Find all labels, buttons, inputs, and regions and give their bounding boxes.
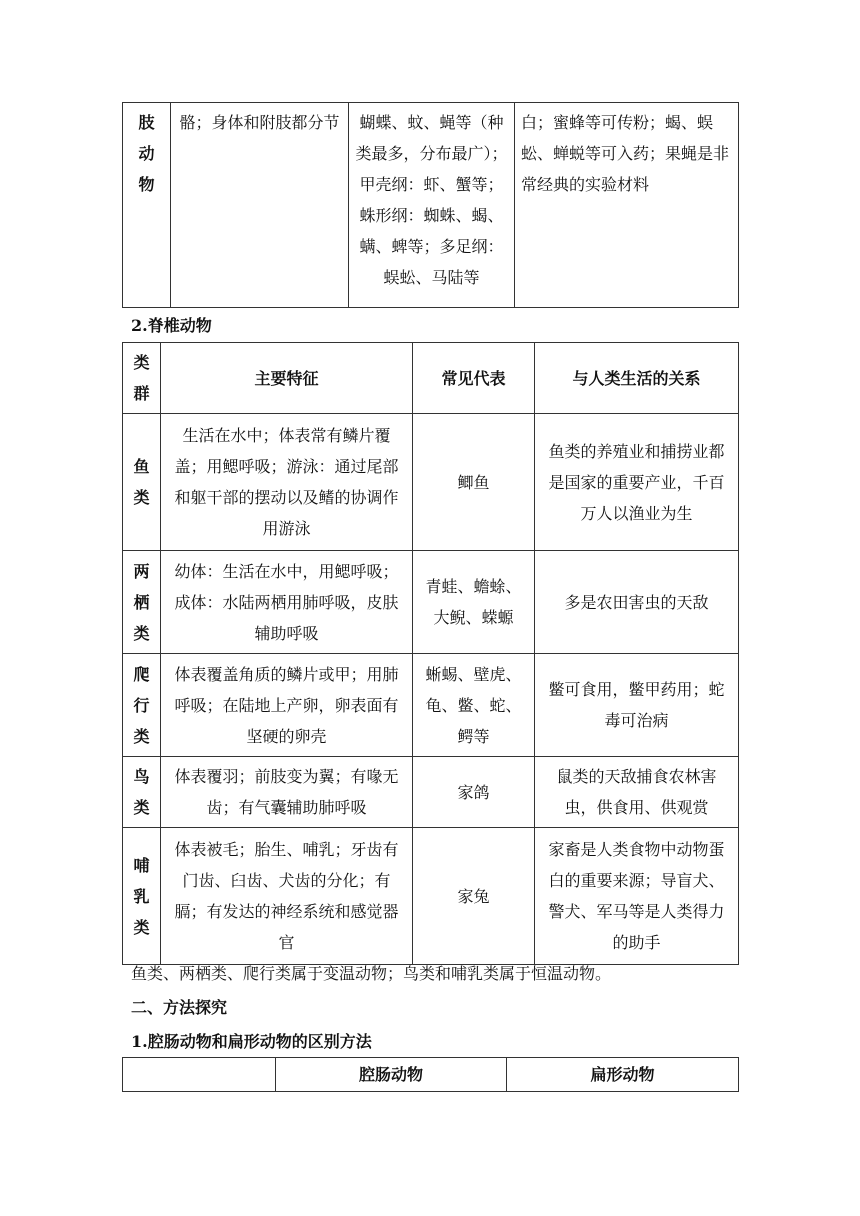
header-empty [123, 1058, 276, 1092]
feature-cell: 体表覆羽；前肢变为翼；有喙无齿；有气囊辅助肺呼吸 [161, 757, 413, 828]
category-cell: 两 栖 类 [123, 551, 161, 654]
vertebrate-table [122, 342, 739, 965]
relation-cell: 鱼类的养殖业和捕捞业都是国家的重要产业，千百万人以渔业为生 [535, 414, 739, 551]
category-cell: 鱼 类 [123, 414, 161, 551]
header-row [123, 343, 739, 414]
examples-cell: 鲫鱼 [413, 414, 535, 551]
relation-cell: 白；蜜蜂等可传粉；蝎、蜈蚣、蝉蜕等可入药；果蝇是非常经典的实验材料 [515, 103, 739, 308]
examples-cell: 家鸽 [413, 757, 535, 828]
examples-cell: 家兔 [413, 828, 535, 965]
table-row [123, 551, 739, 654]
table-row [123, 828, 739, 965]
section-title-vertebrates: 2.脊椎动物 [131, 316, 212, 335]
header-row [123, 1058, 739, 1092]
feature-cell: 幼体：生活在水中，用鳃呼吸；成体：水陆两栖用肺呼吸，皮肤辅助呼吸 [161, 551, 413, 654]
feature-cell: 生活在水中；体表常有鳞片覆盖；用鳃呼吸；游泳：通过尾部和躯干部的摆动以及鳍的协调作用游泳 [161, 414, 413, 551]
relation-cell: 鼠类的天敌捕食农林害虫，供食用、供观赏 [535, 757, 739, 828]
category-cell: 鸟 类 [123, 757, 161, 828]
table-row [123, 757, 739, 828]
arthropod-table [122, 102, 739, 308]
table-row [123, 414, 739, 551]
table-row [123, 654, 739, 757]
category-cell: 爬 行 类 [123, 654, 161, 757]
header-category: 类 群 [123, 343, 161, 414]
subsection-title-method: 1.腔肠动物和扁形动物的区别方法 [131, 1032, 372, 1051]
relation-cell: 多是农田害虫的天敌 [535, 551, 739, 654]
category-cell: 哺 乳 类 [123, 828, 161, 965]
header-feature: 主要特征 [161, 343, 413, 414]
section-title-method: 二、方法探究 [131, 998, 228, 1017]
feature-cell: 体表被毛；胎生、哺乳；牙齿有门齿、臼齿、犬齿的分化；有膈；有发达的神经系统和感觉器官 [161, 828, 413, 965]
header-relation: 与人类生活的关系 [535, 343, 739, 414]
feature-cell: 体表覆盖角质的鳞片或甲；用肺呼吸；在陆地上产卵，卵表面有坚硬的卵壳 [161, 654, 413, 757]
header-platyhelminthes: 扁形动物 [507, 1058, 739, 1092]
comparison-table [122, 1057, 739, 1092]
header-examples: 常见代表 [413, 343, 535, 414]
examples-cell: 青蛙、蟾蜍、大鲵、蝾螈 [413, 551, 535, 654]
relation-cell: 鳖可食用，鳖甲药用；蛇毒可治病 [535, 654, 739, 757]
feature-cell: 骼；身体和附肢都分节 [171, 103, 349, 308]
examples-cell: 蜥蜴、壁虎、龟、鳖、蛇、鳄等 [413, 654, 535, 757]
temperature-note: 鱼类、两栖类、爬行类属于变温动物；鸟类和哺乳类属于恒温动物。 [131, 964, 612, 983]
category-cell: 肢 动 物 [123, 103, 171, 308]
header-coelenterata: 腔肠动物 [276, 1058, 507, 1092]
examples-cell: 蝴蝶、蚊、蝇等（种类最多，分布最广）；甲壳纲：虾、蟹等；蛛形纲：蜘蛛、蝎、螨、蜱等；多足纲：蜈蚣、马陆等 [349, 103, 515, 308]
relation-cell: 家畜是人类食物中动物蛋白的重要来源；导盲犬、警犬、军马等是人类得力的助手 [535, 828, 739, 965]
